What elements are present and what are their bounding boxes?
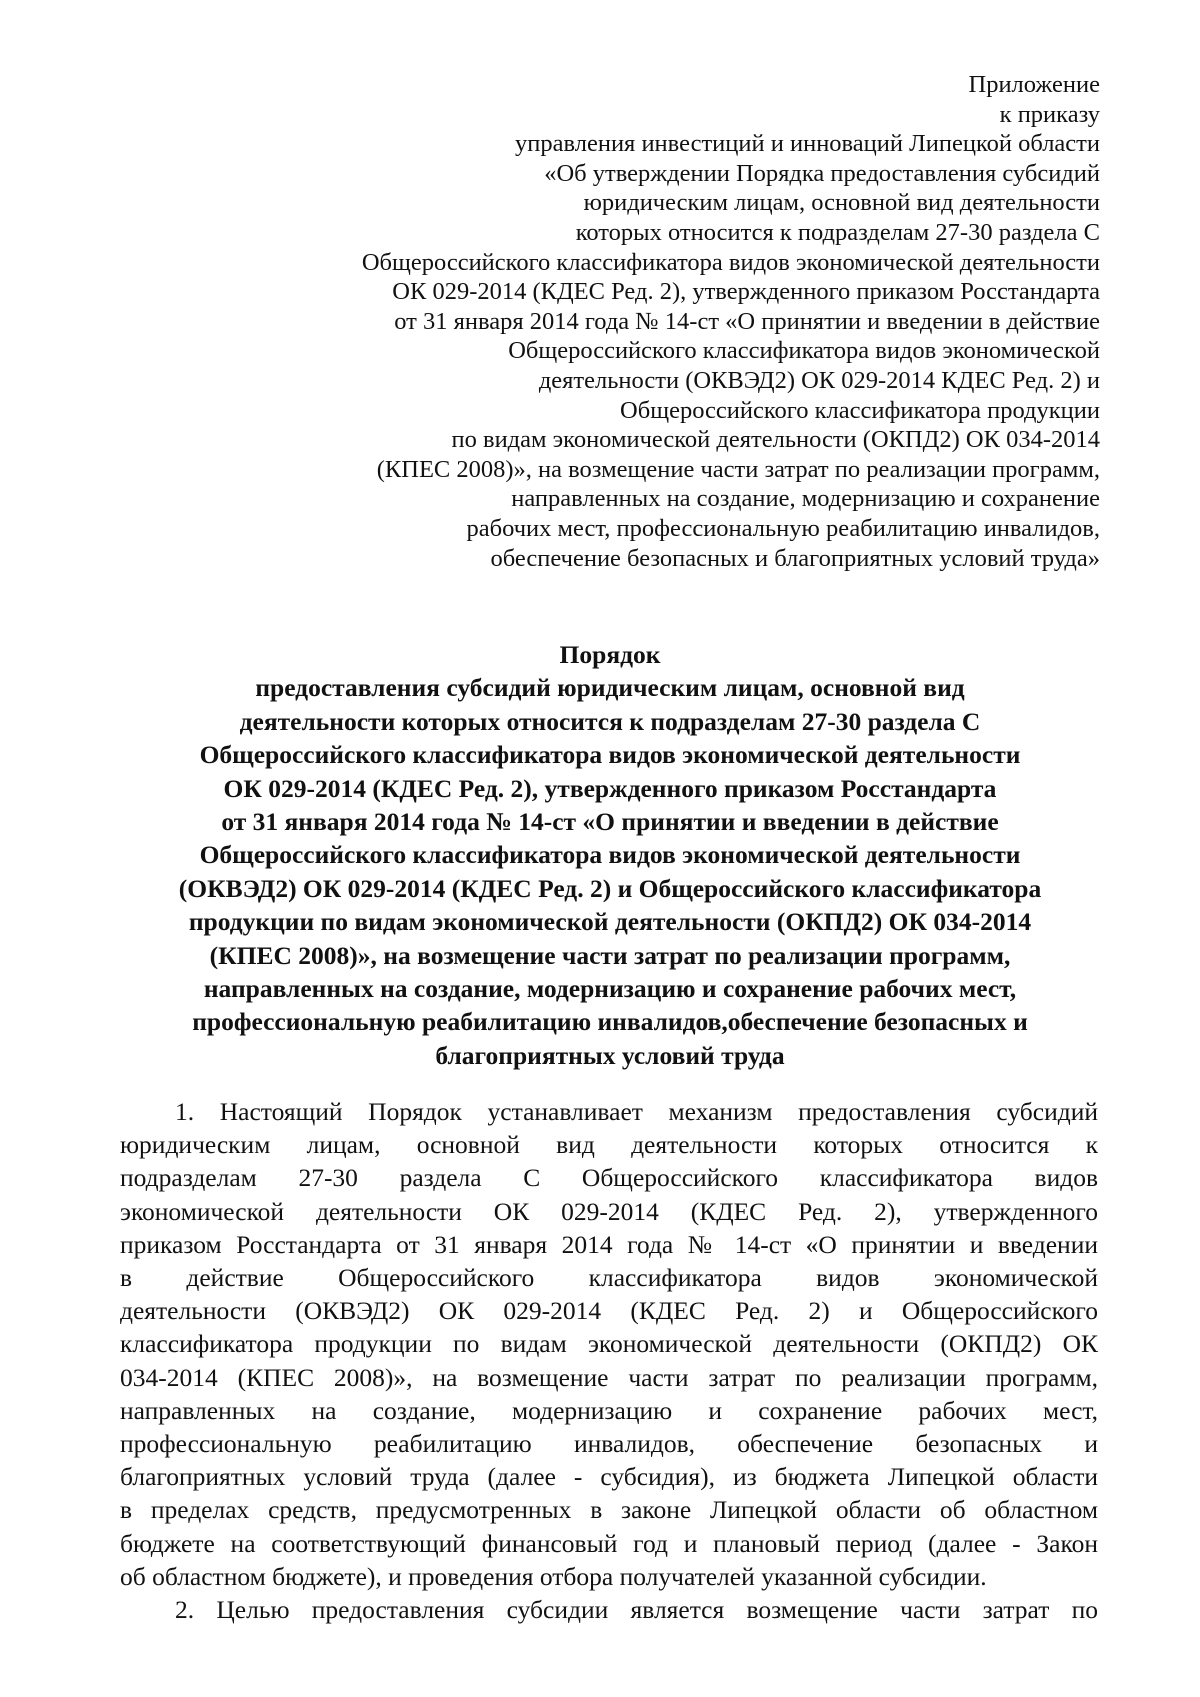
body-line: юридическим лицам, основной вид деятельности которых относится к [120,1130,1098,1160]
appendix-line: Приложение [968,71,1100,98]
appendix-line: Общероссийского классификатора видов экономической [508,337,1100,365]
body-line: деятельности (ОКВЭД2) ОК 029-2014 (КДЕС Ред. 2) и Общероссийского [120,1296,1098,1326]
title-line: деятельности которых относится к подразделам 27-30 раздела С [239,706,981,736]
body-line: об областном бюджете), и проведения отбора получателей указанной субсидии. [120,1561,987,1591]
appendix-line: управления инвестиций и инноваций Липецкой области [515,130,1100,158]
title-line: Общероссийского классификатора видов экономической деятельности [199,740,1021,770]
appendix-header [300,70,1100,573]
body-line: подразделам 27-30 раздела С Общероссийского классификатора видов [120,1163,1098,1193]
appendix-line: Общероссийского классификатора видов экономической деятельности [361,248,1100,276]
appendix-line: от 31 января 2014 года № 14-ст «О принятии и введении в действие [394,307,1100,335]
appendix-line: направленных на создание, модернизацию и сохранение [511,485,1100,513]
paragraph-1 [120,1095,1098,1593]
title-line: благоприятных условий труда [435,1040,785,1070]
body-line: приказом Росстандарта от 31 января 2014 года № 14-ст «О принятии и введении [120,1229,1098,1259]
title-line: (ОКВЭД2) ОК 029-2014 (КДЕС Ред. 2) и Общероссийского классификатора [178,873,1042,903]
body-line: 034-2014 (КПЕС 2008)», на возмещение части затрат по реализации программ, [120,1362,1098,1392]
body-line: в пределах средств, предусмотренных в законе Липецкой области об областном [120,1495,1098,1525]
body-line: классификатора продукции по видам экономической деятельности (ОКПД2) ОК [120,1329,1098,1359]
appendix-line: Общероссийского классификатора продукции [620,396,1100,424]
title-line: от 31 января 2014 года № 14-ст «О принятии и введении в действие [221,807,999,837]
appendix-line: по видам экономической деятельности (ОКПД2) ОК 034-2014 [451,426,1100,454]
title-line: направленных на создание, модернизацию и сохранение рабочих мест, [203,974,1017,1004]
appendix-line: «Об утверждении Порядка предоставления субсидий [544,159,1100,187]
appendix-line: юридическим лицам, основной вид деятельности [583,189,1100,217]
document-title [118,638,1102,1072]
paragraph-2 [120,1593,1098,1626]
body-line: направленных на создание, модернизацию и сохранение рабочих мест, [120,1395,1098,1425]
title-line: ОК 029-2014 (КДЕС Ред. 2), утвержденного приказом Росстандарта [223,773,997,803]
title-line: продукции по видам экономической деятельности (ОКПД2) ОК 034-2014 [188,907,1032,937]
appendix-line: рабочих мест, профессиональную реабилитацию инвалидов, [466,514,1100,542]
body-line: 1. Настоящий Порядок устанавливает механизм предоставления субсидий [175,1097,1098,1126]
title-line: (КПЕС 2008)», на возмещение части затрат по реализации программ, [209,940,1011,970]
body-line: в действие Общероссийского классификатора видов экономической [120,1263,1098,1293]
document-body [120,1095,1098,1626]
appendix-line: деятельности (ОКВЭД2) ОК 029-2014 КДЕС Ред. 2) и [538,366,1100,394]
appendix-line: (КПЕС 2008)», на возмещение части затрат по реализации программ, [376,455,1100,483]
appendix-line: ОК 029-2014 (КДЕС Ред. 2), утвержденного приказом Росстандарта [392,278,1100,306]
appendix-line: обеспечение безопасных и благоприятных условий труда» [490,544,1100,572]
title-line: Общероссийского классификатора видов экономической деятельности [199,840,1021,870]
body-line: экономической деятельности ОК 029-2014 (КДЕС Ред. 2), утвержденного [120,1196,1098,1226]
body-line: профессиональную реабилитацию инвалидов, обеспечение безопасных и [120,1429,1098,1459]
title-line: Порядок [559,640,661,669]
body-line: 2. Целью предоставления субсидии является возмещение части затрат по [175,1595,1098,1625]
appendix-line: к приказу [999,100,1100,128]
appendix-line: которых относится к подразделам 27-30 раздела С [575,218,1100,246]
body-line: бюджете на соответствующий финансовый год и плановый период (далее - Закон [120,1528,1098,1558]
title-line: предоставления субсидий юридическим лицам, основной вид [255,673,965,703]
body-line: благоприятных условий труда (далее - субсидия), из бюджета Липецкой области [120,1462,1098,1492]
title-line: профессиональную реабилитацию инвалидов,обеспечение безопасных и [192,1007,1028,1037]
